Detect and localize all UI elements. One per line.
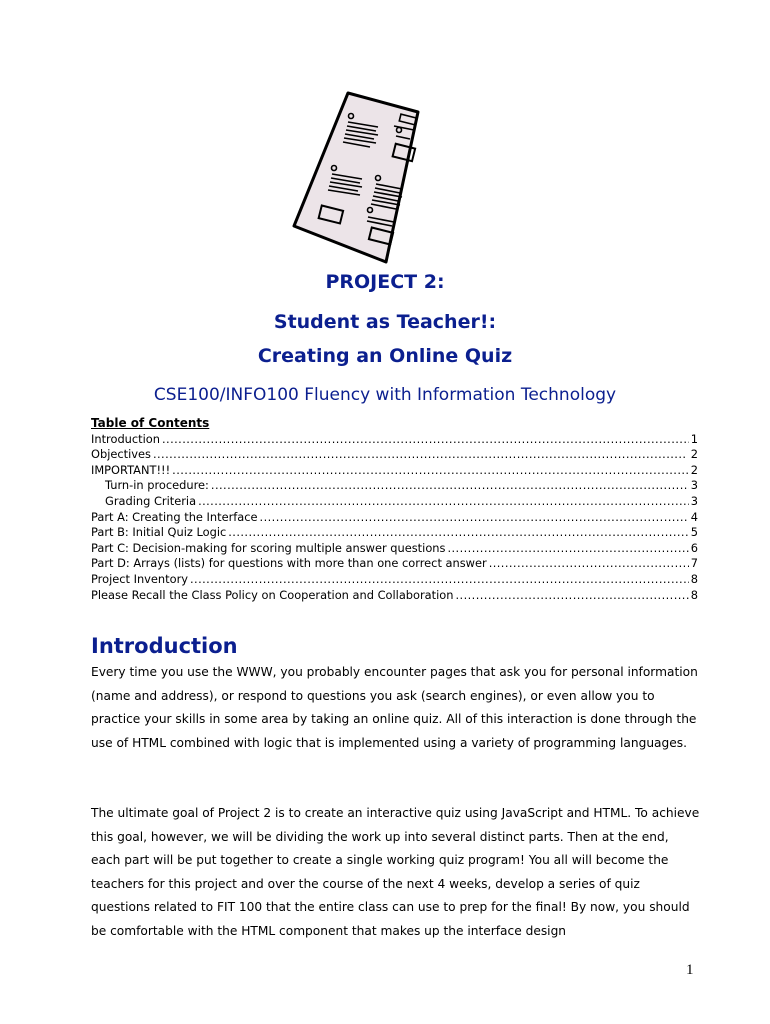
toc-leader-dots <box>228 525 689 541</box>
toc-entry-label: Part C: Decision-making for scoring multiple answer questions <box>91 540 446 555</box>
toc-entry-label: Part A: Creating the Interface <box>91 509 258 524</box>
toc-leader-dots <box>172 463 689 479</box>
introduction-paragraph-1: Every time you use the WWW, you probably encounter pages that ask you for personal information (name and address), or respond to questions you ask (search engines), or even allow you to practice your skills in some area by taking an online quiz. All of this interaction is done through the use of HTML combined with logic that is implemented using a variety of programming languages. <box>91 665 698 750</box>
toc-entry-page: 2 <box>690 462 698 477</box>
toc-leader-dots <box>260 510 689 526</box>
toc-entry[interactable] <box>91 541 698 557</box>
toc-entry-label: Please Recall the Class Policy on Cooperation and Collaboration <box>91 587 454 602</box>
toc-leader-dots <box>489 556 689 572</box>
toc-entry[interactable] <box>91 525 698 541</box>
quiz-paper-icon <box>290 90 420 265</box>
toc-entry[interactable] <box>91 588 698 604</box>
toc-entry-page: 3 <box>690 493 698 508</box>
toc-leader-dots <box>190 572 689 588</box>
toc-entry[interactable] <box>91 494 698 510</box>
toc-leader-dots <box>162 432 689 448</box>
toc-entry[interactable] <box>91 572 698 588</box>
toc-entry[interactable] <box>91 447 698 463</box>
introduction-heading: Introduction <box>91 634 238 658</box>
toc-entry[interactable] <box>91 556 698 572</box>
toc-entry-label: Part D: Arrays (lists) for questions with more than one correct answer <box>91 556 487 571</box>
toc-entry[interactable] <box>91 432 698 448</box>
toc-entry-page: 4 <box>690 509 698 524</box>
toc-entry-label: Turn-in procedure: <box>105 478 209 493</box>
toc-heading: Table of Contents <box>91 416 210 430</box>
project-subtitle: Student as Teacher!: <box>273 311 497 333</box>
course-name: CSE100/INFO100 Fluency with Information Technology <box>153 385 617 405</box>
toc-entry-label: Grading Criteria <box>105 493 197 508</box>
table-of-contents <box>91 416 698 603</box>
toc-leader-dots <box>211 478 689 494</box>
toc-entry-page: 1 <box>690 431 698 446</box>
toc-entry-page: 3 <box>690 478 698 493</box>
toc-entry-page: 8 <box>690 587 698 602</box>
page-number: 1 <box>686 962 694 978</box>
toc-entry[interactable] <box>91 463 698 479</box>
toc-entry-page: 5 <box>690 525 698 540</box>
toc-entry-label: Part B: Initial Quiz Logic <box>91 525 227 540</box>
toc-entry[interactable] <box>91 510 698 526</box>
toc-entry-page: 6 <box>690 540 698 555</box>
introduction-paragraph-2: The ultimate goal of Project 2 is to create an interactive quiz using JavaScript and HTML. To achieve this goal, however, we will be dividing the work up into several distinct parts. Then at the end, each part will be put together to create a single working quiz program! You all will become the teachers for this project and over the course of the next 4 weeks, develop a series of quiz questions related to FIT 100 that the entire class can use to prep for the final! By now, you should be comfortable with the HTML component that makes up the interface design <box>91 806 700 938</box>
toc-entry-page: 8 <box>690 571 698 586</box>
toc-leader-dots <box>447 541 688 557</box>
toc-leader-dots <box>455 588 688 604</box>
toc-entry-page: 2 <box>690 447 698 462</box>
toc-entry-label: IMPORTANT!!! <box>91 462 171 477</box>
toc-entry-label: Introduction <box>91 431 160 446</box>
toc-entry-label: Objectives <box>91 447 151 462</box>
project-subtitle-2: Creating an Online Quiz <box>257 345 513 367</box>
project-title: PROJECT 2: <box>325 271 445 293</box>
toc-entry-page: 7 <box>690 556 698 571</box>
toc-leader-dots <box>153 447 689 463</box>
toc-entry-label: Project Inventory <box>91 571 188 586</box>
toc-leader-dots <box>198 494 689 510</box>
toc-entry[interactable] <box>91 478 698 494</box>
